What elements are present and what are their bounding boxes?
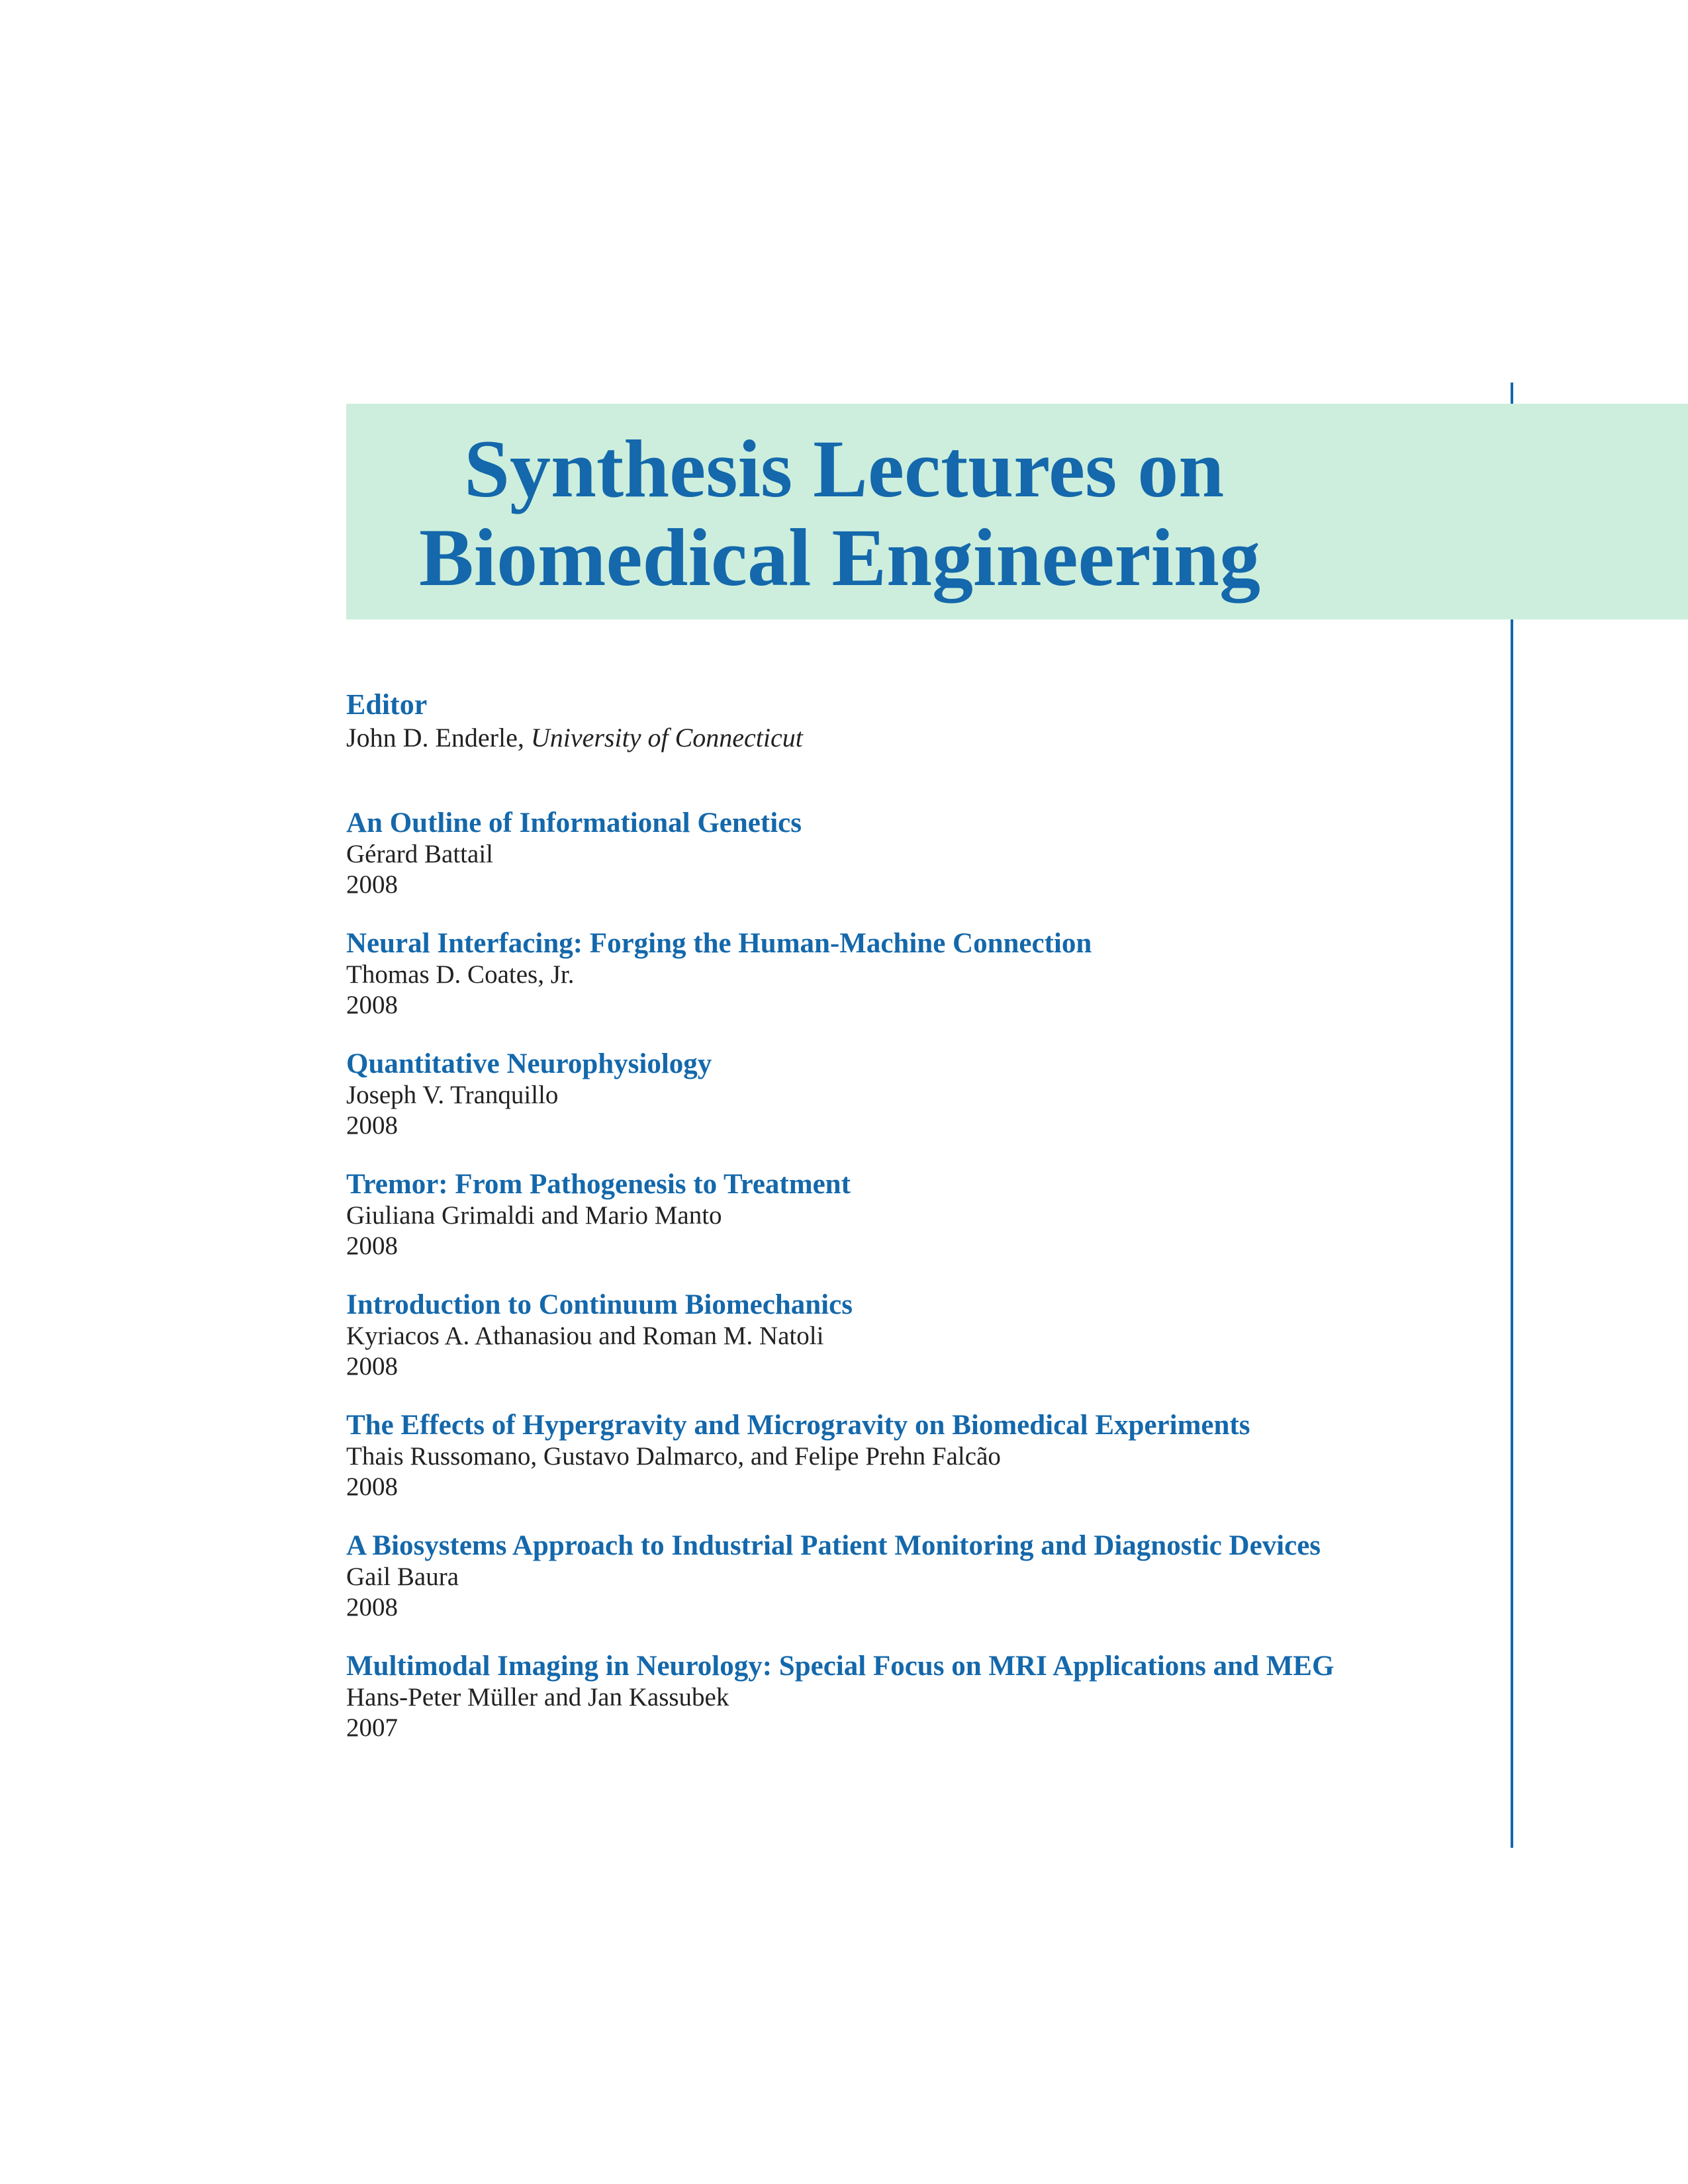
book-authors: Thomas D. Coates, Jr.: [346, 960, 575, 989]
book-entry: [346, 1048, 1498, 1141]
book-year: 2007: [346, 1713, 398, 1742]
series-title: [346, 404, 1688, 619]
book-entry: [346, 807, 1498, 900]
book-year: 2008: [346, 1352, 398, 1381]
series-listing: [346, 688, 1498, 1771]
book-entry: [346, 928, 1498, 1021]
book-authors: Gail Baura: [346, 1563, 459, 1591]
book-authors: Hans-Peter Müller and Jan Kassubek: [346, 1683, 729, 1711]
book-entry: [346, 1289, 1498, 1382]
book-entry: [346, 1530, 1498, 1623]
book-entry: [346, 1410, 1498, 1502]
book-entry: [346, 1169, 1498, 1261]
book-authors: Gérard Battail: [346, 840, 493, 868]
book-title: A Biosystems Approach to Industrial Patient Monitoring and Diagnostic Devices: [346, 1530, 1321, 1561]
book-title: Introduction to Continuum Biomechanics: [346, 1289, 853, 1320]
book-entry: [346, 1651, 1498, 1743]
book-year: 2008: [346, 1473, 398, 1501]
book-year: 2008: [346, 1232, 398, 1260]
vertical-rule: [1511, 619, 1513, 1848]
series-title-line-2: Biomedical Engineering: [419, 512, 1260, 603]
editor-block: [346, 688, 1498, 754]
book-authors: Giuliana Grimaldi and Mario Manto: [346, 1201, 722, 1230]
book-title: Multimodal Imaging in Neurology: Special Focus on MRI Applications and MEG: [346, 1651, 1335, 1682]
book-authors: Joseph V. Tranquillo: [346, 1081, 559, 1109]
editor-affiliation: University of Connecticut: [530, 723, 803, 752]
book-authors: Kyriacos A. Athanasiou and Roman M. Natoli: [346, 1322, 824, 1350]
book-authors: Thais Russomano, Gustavo Dalmarco, and Felipe Prehn Falcão: [346, 1442, 1001, 1471]
book-year: 2008: [346, 870, 398, 899]
book-title: The Effects of Hypergravity and Microgravity on Biomedical Experiments: [346, 1410, 1250, 1441]
editor-name: John D. Enderle: [346, 723, 518, 752]
editor-line: John D. Enderle, University of Connecticut: [346, 723, 803, 752]
book-title: An Outline of Informational Genetics: [346, 807, 802, 839]
book-list: [346, 807, 1498, 1743]
editor-heading: Editor: [346, 688, 428, 721]
book-year: 2008: [346, 1593, 398, 1621]
book-title: Neural Interfacing: Forging the Human-Machine Connection: [346, 928, 1092, 959]
book-year: 2008: [346, 1111, 398, 1140]
vertical-rule-top: [1511, 383, 1513, 404]
book-title: Quantitative Neurophysiology: [346, 1048, 712, 1079]
book-title: Tremor: From Pathogenesis to Treatment: [346, 1169, 851, 1200]
series-title-band: [346, 404, 1688, 619]
series-title-line-1: Synthesis Lectures on: [464, 424, 1225, 514]
book-year: 2008: [346, 991, 398, 1019]
